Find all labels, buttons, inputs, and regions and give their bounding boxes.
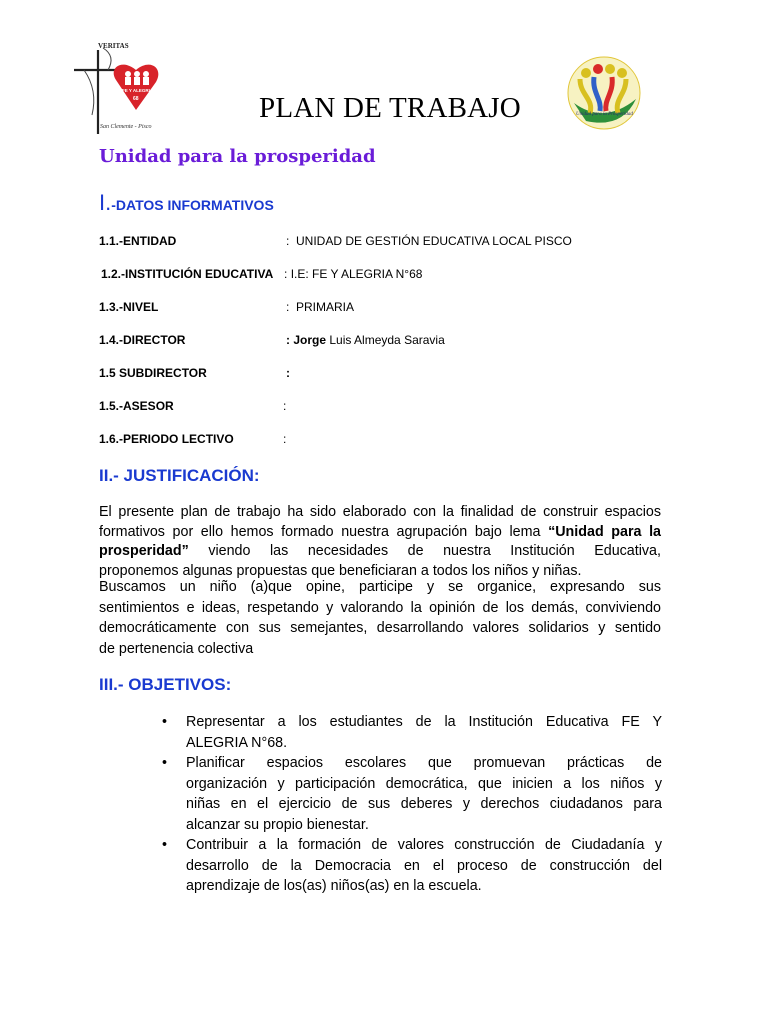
info-value: : (283, 432, 287, 446)
info-label: 1.1.-ENTIDAD (99, 234, 177, 248)
section-justificacion-heading: II.- JUSTIFICACIÓN: (99, 466, 260, 485)
objectives-list (160, 712, 662, 897)
paragraph-line: El presente plan de trabajo ha sido elaborado con la finalidad de construir espacios (99, 504, 661, 520)
info-value: : (283, 399, 287, 413)
paragraph-line: formativos por ello hemos formado nuestra agrupación bajo lema “Unidad para la (99, 523, 661, 540)
objective-item: • Contribuir a la formación de valores construcción de Ciudadanía y desarrollo de la Democracia en el proceso de construcción del aprendizaje de los(as) niños(as) en la escuela. (162, 837, 662, 894)
paragraph-line: proponemos algunas propuestas que beneficiaran a todos los niños y niñas. (99, 562, 582, 579)
unidad-prosperidad-logo (566, 55, 642, 131)
bullet-icon: • (162, 755, 168, 771)
motto-subtitle: Unidad para la prosperidad (99, 146, 376, 167)
info-value: : (286, 366, 290, 380)
paragraph-line: prosperidad” viendo las necesidades de nuestra Institución Educativa, (99, 543, 661, 559)
info-value: : UNIDAD DE GESTIÓN EDUCATIVA LOCAL PISCO (286, 234, 572, 248)
justification-paragraph-2 (99, 577, 661, 659)
info-value: : I.E: FE Y ALEGRIA N°68 (284, 267, 423, 281)
info-label: 1.4.-DIRECTOR (99, 333, 186, 347)
paragraph-line: democráticamente con sus semejantes, desarrollando valores solidarios y sentido (99, 620, 661, 636)
section-title: -DATOS INFORMATIVOS (111, 197, 274, 213)
info-label: 1.3.-NIVEL (99, 300, 159, 314)
bullet-icon: • (162, 714, 168, 730)
bullet-icon: • (162, 837, 168, 853)
info-label: 1.2.-INSTITUCIÓN EDUCATIVA (101, 267, 274, 281)
paragraph-line: sentimientos e ideas, respetando y valorando la opinión de los demás, conviviendo (99, 599, 661, 616)
paragraph-line: Buscamos un niño (a)que opine, participe y se organice, expresando sus (99, 579, 661, 595)
logo-veritas-text: VERITAS (98, 42, 129, 50)
info-label: 1.5.-ASESOR (99, 399, 174, 413)
logo-heart-number: 68 (133, 96, 139, 102)
info-value: : Jorge Luis Almeyda Saravia (286, 333, 445, 347)
paragraph-line: de pertenencia colectiva (99, 640, 254, 657)
objective-item: • Planificar espacios escolares que promuevan prácticas de organización y participación democrática, que inicien a los niños y niñas en el ejercicio de sus deberes y derechos ciudadanos para alcanzar su propio bienestar. (162, 755, 662, 833)
info-label: 1.6.-PERIODO LECTIVO (99, 432, 234, 446)
section-roman-numeral: I. (99, 190, 112, 215)
logo-right-text: Unidad para la Prosperidad (576, 112, 633, 117)
info-value: : PRIMARIA (286, 300, 355, 314)
section-objetivos-heading: III.- OBJETIVOS: (99, 675, 232, 694)
page-title: PLAN DE TRABAJO (259, 92, 521, 124)
info-label: 1.5 SUBDIRECTOR (99, 366, 207, 380)
motto-bold-text: prosperidad” (99, 543, 189, 559)
motto-bold-text: “Unidad para la (548, 523, 661, 540)
logo-heart-text: FE Y ALEGRIA (122, 88, 154, 93)
justification-paragraph (99, 503, 661, 581)
logo-san-clemente-text: San Clemente - Pisco (100, 124, 152, 130)
objective-item: • Representar a los estudiantes de la Institución Educativa FE Y ALEGRIA N°68. (162, 714, 662, 751)
section-datos-informativos-heading (99, 190, 274, 216)
